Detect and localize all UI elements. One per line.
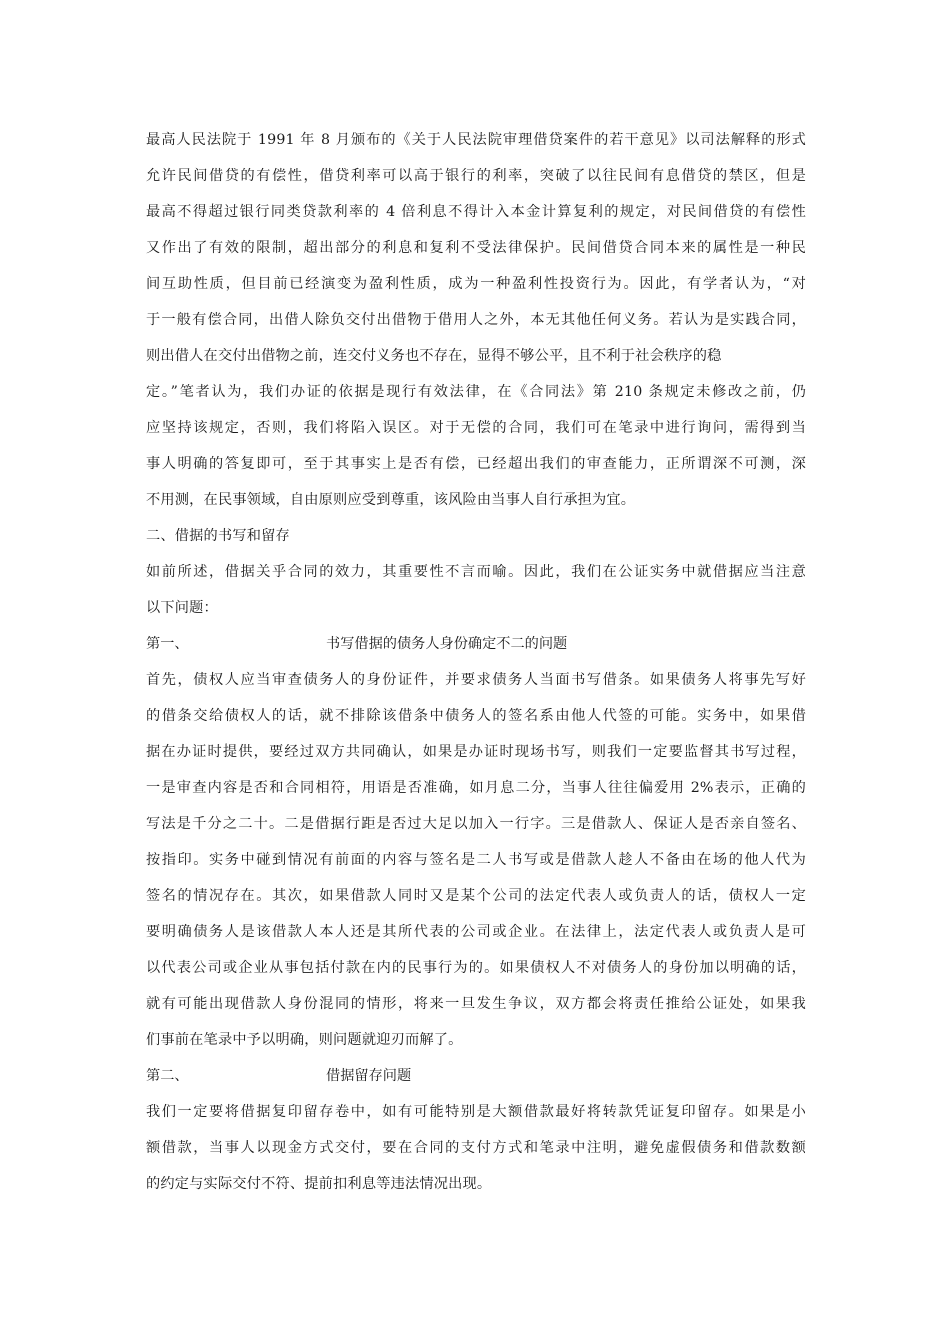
- text-line: 额借款，当事人以现金方式交付，要在合同的支付方式和笔录中注明，避免虚假债务和借款数额: [146, 1140, 806, 1156]
- text-line: 据在办证时提供，要经过双方共同确认，如果是办证时现场书写，则我们一定要监督其书写过程，: [146, 744, 806, 760]
- text-line: 事人明确的答复即可，至于其事实上是否有偿，已经超出我们的审查能力，正所谓深不可测，深: [146, 456, 806, 472]
- text-line: 间互助性质，但目前已经演变为盈利性质，成为一种盈利性投资行为。因此，有学者认为，“对: [146, 276, 806, 292]
- text-line: 最高不得超过银行同类贷款利率的 4 倍利息不得计入本金计算复利的规定，对民间借贷的有偿性: [146, 204, 806, 220]
- text-line: 应坚持该规定，否则，我们将陷入误区。对于无偿的合同，我们可在笔录中进行询问，需得到当: [146, 420, 806, 436]
- item-title: 书写借据的债务人身份确定不二的问题: [326, 636, 568, 652]
- section-heading: 二、借据的书写和留存: [146, 528, 290, 544]
- paragraph-intro: [146, 554, 806, 626]
- text-line: 如前所述，借据关乎合同的效力，其重要性不言而喻。因此，我们在公证实务中就借据应当注意: [146, 564, 806, 580]
- text-line: 则出借人在交付出借物之前，连交付义务也不存在，显得不够公平，且不利于社会秩序的稳: [146, 348, 722, 364]
- text-line: 签名的情况存在。其次，如果借款人同时又是某个公司的法定代表人或负责人的话，债权人一定: [146, 888, 806, 904]
- text-line: 以代表公司或企业从事包括付款在内的民事行为的。如果债权人不对债务人的身份加以明确的话，: [146, 960, 806, 976]
- text-line: 又作出了有效的限制，超出部分的利息和复利不受法律保护。民间借贷合同本来的属性是一种民: [146, 240, 806, 256]
- paragraph-legal-interest: [146, 122, 806, 518]
- item-title: 借据留存问题: [326, 1068, 412, 1084]
- paragraph-retention: [146, 1094, 806, 1202]
- text-line: 按指印。实务中碰到情况有前面的内容与签名是二人书写或是借款人趁人不备由在场的他人代为: [146, 852, 806, 868]
- item-number: 第一、: [146, 636, 189, 652]
- text-line: 一是审查内容是否和合同相符，用语是否准确，如月息二分，当事人往往偏爱用 2%表示，正确的: [146, 780, 806, 796]
- text-line: 写法是千分之二十。二是借据行距是否过大足以加入一行字。三是借款人、保证人是否亲自签名、: [146, 816, 806, 832]
- text-line: 我们一定要将借据复印留存卷中，如有可能特别是大额借款最好将转款凭证复印留存。如果是小: [146, 1104, 806, 1120]
- text-line: 于一般有偿合同，出借人除负交付出借物于借用人之外，本无其他任何义务。若认为是实践合同，: [146, 312, 806, 328]
- text-line: 允许民间借贷的有偿性，借贷利率可以高于银行的利率，突破了以往民间有息借贷的禁区，但是: [146, 168, 806, 184]
- text-line: 的约定与实际交付不符、提前扣利息等违法情况出现。: [146, 1176, 492, 1192]
- text-line: 首先，债权人应当审查债务人的身份证件，并要求债务人当面书写借条。如果债务人将事先写好: [146, 672, 806, 688]
- text-line: 的借条交给债权人的话，就不排除该借条中债务人的签名系由他人代签的可能。实务中，如果借: [146, 708, 806, 724]
- text-line: 就有可能出现借款人身份混同的情形，将来一旦发生争议，双方都会将责任推给公证处，如果我: [146, 996, 806, 1012]
- text-line: 要明确债务人是该借款人本人还是其所代表的公司或企业。在法律上，法定代表人或负责人是可: [146, 924, 806, 940]
- item-heading-2: [146, 1058, 806, 1094]
- paragraph-debtor-identity: [146, 662, 806, 1058]
- text-line: 最高人民法院于 1991 年 8 月颁布的《关于人民法院审理借贷案件的若干意见》以司法解释的形式: [146, 132, 806, 148]
- text-line: 定。”笔者认为，我们办证的依据是现行有效法律，在《合同法》第 210 条规定未修改之前，仍: [146, 384, 806, 400]
- text-line: 以下问题：: [146, 600, 218, 616]
- document-page: [146, 122, 806, 1202]
- item-number: 第二、: [146, 1068, 189, 1084]
- text-line: 不用测，在民事领域，自由原则应受到尊重，该风险由当事人自行承担为宜。: [146, 492, 636, 508]
- text-line: 们事前在笔录中予以明确，则问题就迎刃而解了。: [146, 1032, 463, 1048]
- item-heading-1: [146, 626, 806, 662]
